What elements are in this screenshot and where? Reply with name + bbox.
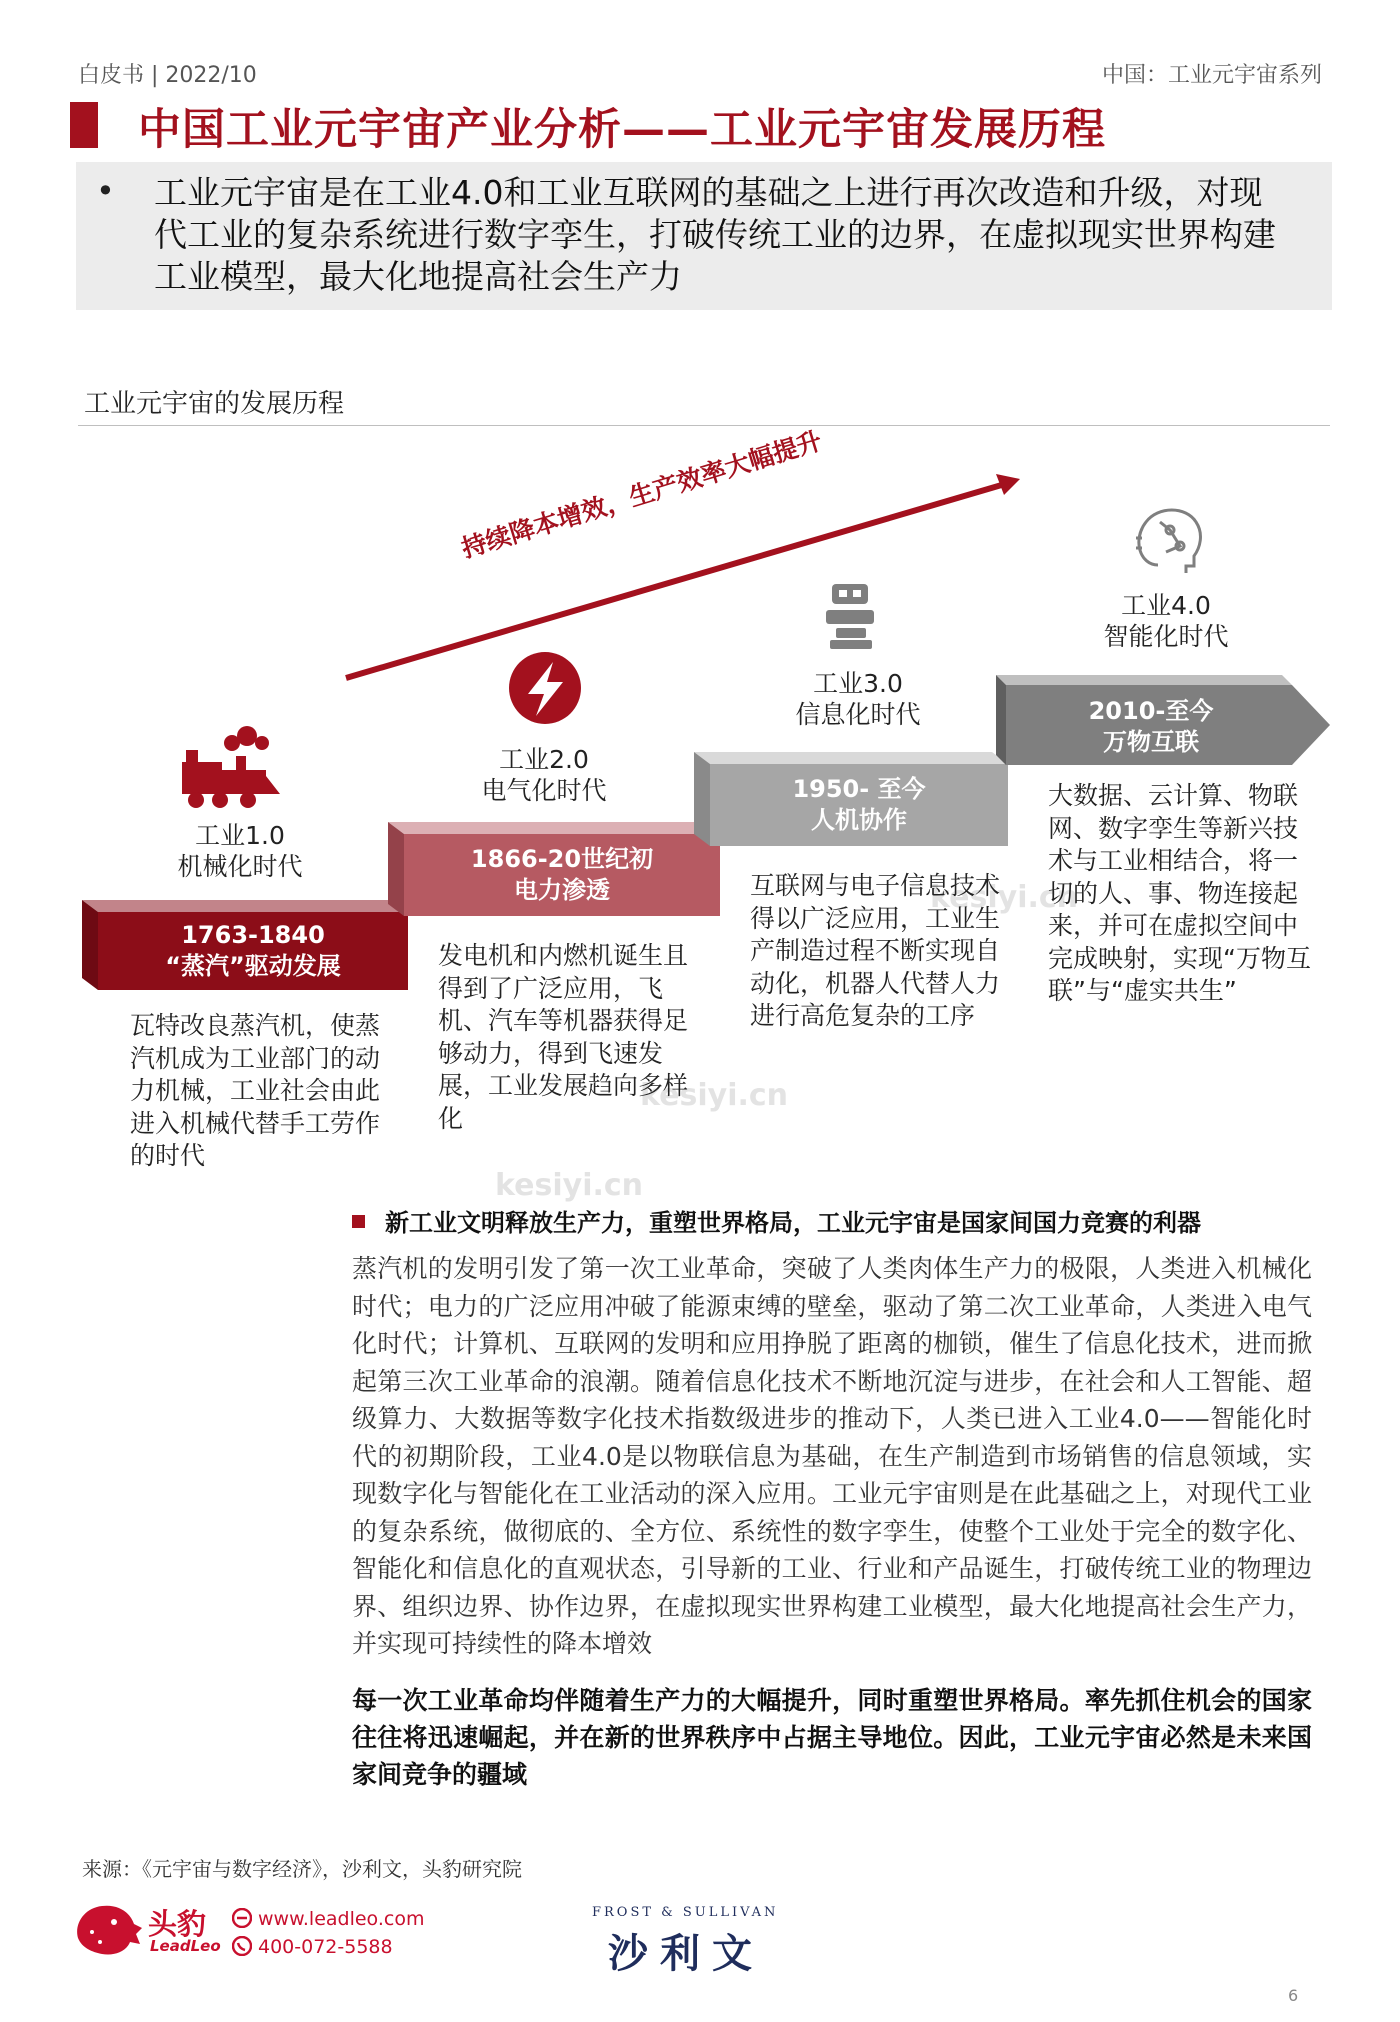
era2-name-line2: 电气化时代: [481, 776, 607, 805]
era2-description: 发电机和内燃机诞生且得到了广泛应用，飞机、汽车等机器获得足够动力，得到飞速发展，工业发展趋向多样化: [438, 941, 689, 1133]
lightning-icon: [509, 652, 581, 724]
step2-top-face: [388, 822, 720, 834]
step3-theme: 人机协作: [811, 806, 907, 834]
era3-name-line1: 工业3.0: [813, 669, 903, 698]
section-title: 工业元宇宙的发展历程: [84, 389, 345, 419]
header-doc-type: 白皮书 | 2022/10: [78, 63, 257, 88]
era4-name-line2: 智能化时代: [1103, 622, 1229, 651]
step2-side-face: [388, 822, 404, 916]
analysis-body: 蒸汽机的发明引发了第一次工业革命，突破了人类肉体生产力的极限，人类进入机械化时代；电力的广泛应用冲破了能源束缚的壁垒，驱动了第二次工业革命，人类进入电气化时代；计算机、互联网的发明和应用挣脱了距离的枷锁，催生了信息化技术，进而掀起第三次工业革命的浪潮。随着信息化技术不断地沉淀与进步，在社会和人工智能、超级算力、大数据等数字化技术指数级进步的推动下，人类已进入工业4.0——智能化时代的初期阶段，工业4.0是以物联信息为基础，在生产制造到市场销售的信息领域，实现数字化与智能化在工业活动的深入应用。工业元宇宙则是在此基础之上，对现代工业的复杂系统，做彻底的、全方位、系统性的数字孪生，使整个工业处于完全的数字化、智能化和信息化的直观状态，引导新的工业、行业和产品诞生，打破传统工业的物理边界、组织边界、协作边界，在虚拟现实世界构建工业模型，最大化地提高社会生产力，并实现可持续性的降本增效: [352, 1254, 1312, 1658]
step4-theme: 万物互联: [1103, 728, 1199, 756]
header-series: 中国：工业元宇宙系列: [1101, 63, 1322, 88]
era4-description: 大数据、云计算、物联网、数字孪生等新兴技术与工业相结合，将一切的人、事、物连接起来，并可在虚拟空间中完成映射，实现“万物互联”与“虚实共生”: [1048, 781, 1311, 1005]
frost-sullivan-logo-cn: 沙利文: [608, 1931, 764, 1977]
step1-label: [98, 920, 408, 982]
step1-top-face: [82, 900, 408, 912]
watermark: kesiyi.cn: [640, 1078, 789, 1113]
era3-name-line2: 信息化时代: [795, 700, 921, 729]
analysis-bullet-square: [352, 1215, 365, 1228]
step3-period: 1950- 至今: [792, 775, 926, 803]
leadleo-brand-cn: 头豹: [148, 1907, 207, 1941]
era1-description: 瓦特改良蒸汽机，使蒸汽机成为工业部门的动力机械，工业社会由此进入机械代替手工劳作的时代: [130, 1011, 381, 1170]
trend-arrow-line: [346, 484, 1005, 678]
analysis-heading: 新工业文明释放生产力，重塑世界格局，工业元宇宙是国家间国力竞赛的利器: [385, 1209, 1201, 1237]
step4-top-face: [996, 675, 1292, 685]
train-icon: [182, 726, 280, 808]
step4-label: [1006, 696, 1296, 758]
watermark: kesiyi.cn: [930, 880, 1079, 915]
phone-icon: [232, 1936, 252, 1956]
page-number: 6: [1288, 1986, 1299, 2005]
era1-name-line1: 工业1.0: [195, 821, 285, 850]
robot-icon: [826, 584, 874, 649]
era3-description: 互联网与电子信息技术得以广泛应用，工业生产制造过程不断实现自动化，机器人代替人力进行高危复杂的工序: [750, 871, 1001, 1030]
era4-name: [1066, 590, 1266, 652]
step2-period: 1866-20世纪初: [470, 845, 654, 873]
step1-theme: “蒸汽”驱动发展: [165, 952, 341, 980]
summary-text: 工业元宇宙是在工业4.0和工业互联网的基础之上进行再次改造和升级，对现代工业的复杂系统进行数字孪生，打破传统工业的边界，在虚拟现实世界构建工业模型，最大化地提高社会生产力: [154, 173, 1276, 296]
step1-side-face: [82, 900, 98, 990]
leadleo-logo-icon: [70, 1898, 146, 1960]
ai-head-icon: [1136, 510, 1200, 573]
leadleo-brand-en: LeadLeo: [150, 1937, 221, 1955]
leadleo-phone: 400-072-5588: [258, 1936, 393, 1958]
era4-name-line1: 工业4.0: [1121, 591, 1211, 620]
step1-period: 1763-1840: [181, 921, 325, 949]
era1-name-line2: 机械化时代: [177, 852, 303, 881]
frost-sullivan-logo-en: FROST & SULLIVAN: [592, 1905, 779, 1920]
page-title: 中国工业元宇宙产业分析——工业元宇宙发展历程: [138, 105, 1106, 155]
era2-name-line1: 工业2.0: [499, 745, 589, 774]
step2-label: [404, 844, 720, 906]
step4-period: 2010-至今: [1088, 697, 1214, 725]
summary-bullet: •: [96, 172, 115, 210]
source-note: 来源：《元宇宙与数字经济》，沙利文，头豹研究院: [82, 1857, 522, 1881]
analysis-conclusion: 每一次工业革命均伴随着生产力的大幅提升，同时重塑世界格局。率先抓住机会的国家往往将迅速崛起，并在新的世界秩序中占据主导地位。因此，工业元宇宙必然是未来国家间竞争的疆域: [352, 1686, 1312, 1789]
email-icon: [232, 1908, 252, 1928]
step3-side-face: [694, 752, 710, 846]
leadleo-website-link[interactable]: www.leadleo.com: [258, 1908, 425, 1930]
era1-name: [140, 820, 340, 882]
watermark: kesiyi.cn: [495, 1168, 644, 1203]
trend-label: 持续降本增效，生产效率大幅提升: [458, 425, 826, 564]
step3-top-face: [694, 752, 1008, 764]
step4-side-face: [996, 675, 1006, 765]
era2-name: [444, 744, 644, 806]
step2-theme: 电力渗透: [514, 876, 610, 904]
step3-label: [710, 774, 1008, 836]
era3-name: [758, 668, 958, 730]
